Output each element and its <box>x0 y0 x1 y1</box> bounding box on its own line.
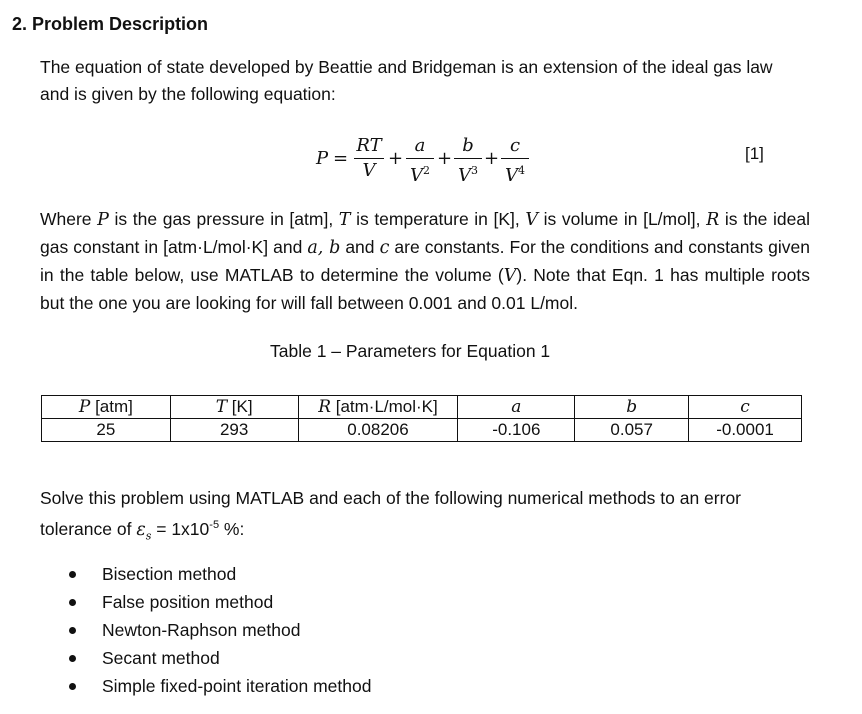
term3-denominator <box>454 160 482 187</box>
symbol-p: P <box>97 210 109 230</box>
desc-text: is the ideal gas constant in [atm·L/mol·K] and <box>40 209 810 257</box>
tolerance-unit: %: <box>219 518 245 539</box>
header-symbol: R <box>318 397 331 417</box>
value-cell: -0.0001 <box>689 419 802 442</box>
table-header-row <box>42 396 802 419</box>
fraction-bar <box>406 158 434 159</box>
table-caption: Table 1 – Parameters for Equation 1 <box>270 341 551 361</box>
desc-text: is temperature in [K], <box>350 209 526 229</box>
tolerance-value: = 1x10 <box>151 518 210 539</box>
symbol-r: R <box>706 210 720 230</box>
term3-numerator: b <box>462 135 474 156</box>
symbol-v: V <box>525 210 538 230</box>
desc-text: Where <box>40 209 98 229</box>
header-cell <box>458 396 575 419</box>
value-cell: 293 <box>170 419 298 442</box>
tolerance-exponent: -5 <box>209 519 220 531</box>
epsilon-symbol: ε <box>136 519 146 540</box>
term1-numerator: RT <box>356 135 382 156</box>
desc-text: ). Note that Eqn. 1 has multiple roots but the one you are looking for will fall between 0.001 and 0.01 L/mol. <box>40 265 810 313</box>
value-cell: 25 <box>42 419 171 442</box>
header-unit: [atm] <box>90 397 133 416</box>
value-cell: 0.057 <box>575 419 689 442</box>
desc-text: is volume in [L/mol], <box>538 209 707 229</box>
symbol-c: c <box>379 238 390 258</box>
term-b-over-v3 <box>454 135 482 187</box>
instruction-paragraph <box>40 485 810 549</box>
symbol-t: T <box>338 210 351 230</box>
header-symbol: b <box>626 397 638 417</box>
bullet-icon <box>69 571 76 578</box>
list-item <box>62 644 371 672</box>
desc-text: is the gas pressure in [atm], <box>108 209 339 229</box>
term-c-over-v4 <box>501 135 529 187</box>
fraction-bar <box>454 158 482 159</box>
equation-number: [1] <box>745 144 764 163</box>
method-label: Simple fixed-point iteration method <box>102 676 372 696</box>
symbol-a-b: a, b <box>307 238 341 258</box>
header-unit: [K] <box>227 397 253 416</box>
term1-denominator: V <box>362 160 376 181</box>
list-item <box>62 616 371 644</box>
bullet-icon <box>69 683 76 690</box>
term4-numerator: c <box>509 135 521 156</box>
header-symbol: P <box>78 397 91 417</box>
fraction-bar <box>354 158 384 159</box>
epsilon-subscript: s <box>145 529 152 543</box>
term4-denominator <box>501 160 529 187</box>
plus-sign: + <box>388 148 404 169</box>
bullet-icon <box>69 655 76 662</box>
method-label: Secant method <box>102 648 220 668</box>
term2-numerator: a <box>414 135 426 156</box>
bullet-icon <box>69 627 76 634</box>
header-symbol: c <box>740 397 750 417</box>
header-symbol: a <box>511 397 522 417</box>
plus-sign: + <box>437 148 453 169</box>
section-heading: 2. Problem Description <box>12 14 209 34</box>
header-symbol: T <box>215 397 228 417</box>
table-value-row <box>42 419 802 442</box>
list-item <box>62 588 371 616</box>
header-cell <box>42 396 171 419</box>
term3-exponent: 3 <box>471 164 478 177</box>
header-cell <box>298 396 458 419</box>
description-paragraph <box>40 206 810 317</box>
term-a-over-v2 <box>406 135 434 187</box>
term4-exponent: 4 <box>518 164 525 177</box>
instruction-text: Solve this problem using MATLAB and each of the following numerical methods to an error tolerance of <box>40 488 742 539</box>
list-item <box>62 560 371 588</box>
method-label: Bisection method <box>102 564 237 584</box>
term4-denominator-base: V <box>505 165 518 186</box>
term2-denominator <box>406 160 434 187</box>
header-cell <box>689 396 802 419</box>
desc-text: are constants. For the conditions and constants given in the table below, use MATLAB to determine the volume ( <box>40 237 810 285</box>
equation-lhs: P <box>316 148 329 169</box>
symbol-v: V <box>503 266 517 286</box>
list-item <box>62 672 371 700</box>
term-rt-over-v <box>354 135 384 182</box>
method-label: Newton-Raphson method <box>102 620 301 640</box>
fraction-bar <box>501 158 529 159</box>
value-cell: 0.08206 <box>298 419 458 442</box>
intro-paragraph: The equation of state developed by Beattie and Bridgeman is an extension of the ideal gas law and is given by the following equation: <box>40 57 773 104</box>
bullet-icon <box>69 599 76 606</box>
term2-exponent: 2 <box>423 164 430 177</box>
equation-equals: = <box>333 148 349 169</box>
plus-sign: + <box>484 148 500 169</box>
value-cell: -0.106 <box>458 419 575 442</box>
methods-list <box>62 560 371 700</box>
desc-text: and <box>340 237 380 257</box>
parameters-table <box>41 395 802 442</box>
method-label: False position method <box>102 592 274 612</box>
header-cell <box>575 396 689 419</box>
term2-denominator-base: V <box>410 165 423 186</box>
header-unit: [atm·L/mol·K] <box>331 397 438 416</box>
term3-denominator-base: V <box>458 165 471 186</box>
header-cell <box>170 396 298 419</box>
